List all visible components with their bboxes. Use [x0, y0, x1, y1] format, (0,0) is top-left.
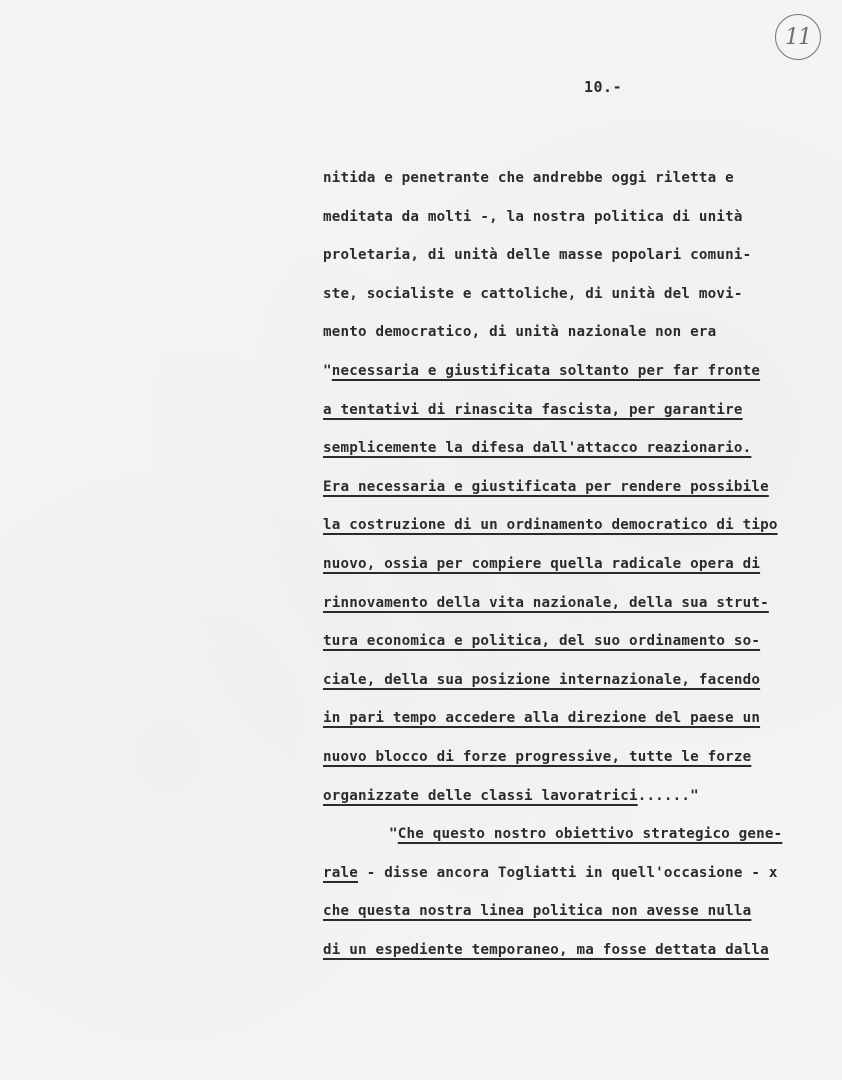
underlined-text: di un espediente temporaneo, ma fosse dettata dalla: [323, 941, 769, 958]
text-segment: ste, socialiste e cattoliche, di unità del movi-: [323, 285, 743, 302]
text-line: [323, 474, 838, 513]
underlined-text: tura economica e politica, del suo ordinamento so-: [323, 633, 761, 650]
body-text: [323, 165, 838, 975]
text-segment: ......": [637, 787, 699, 804]
text-line: [323, 242, 838, 281]
archive-stamp-number: 11: [785, 24, 811, 50]
text-segment: ": [389, 826, 398, 843]
text-segment: ": [323, 362, 332, 379]
text-line: [323, 281, 838, 320]
underlined-text: nuovo blocco di forze progressive, tutte le forze: [323, 748, 752, 765]
underlined-text: organizzate delle classi lavoratrici: [323, 787, 638, 804]
text-line: [323, 783, 838, 822]
text-segment: nitida e penetrante che andrebbe oggi riletta e: [323, 170, 734, 186]
underlined-text: che questa nostra linea politica non avesse nulla: [323, 903, 752, 920]
text-line: [323, 358, 838, 397]
underlined-text: semplicemente la difesa dall'attacco reazionario.: [323, 440, 752, 457]
underlined-text: Che questo nostro obiettivo strategico gene-: [397, 826, 783, 843]
text-line: [323, 512, 838, 551]
text-line: [323, 744, 838, 783]
text-segment: mento democratico, di unità nazionale non era: [323, 324, 717, 341]
text-line: [323, 628, 838, 667]
underlined-text: rale: [323, 864, 358, 881]
underlined-text: rinnovamento della vita nazionale, della sua strut-: [323, 594, 769, 611]
underlined-text: in pari tempo accedere alla direzione del paese un: [323, 710, 761, 727]
text-line: [323, 165, 838, 204]
text-segment: - disse ancora Togliatti in quell'occasione - x: [357, 864, 778, 881]
text-line: [323, 397, 838, 436]
underlined-text: la costruzione di un ordinamento democratico di tipo: [323, 517, 778, 534]
page-number: 10.-: [584, 78, 623, 96]
text-line: [323, 319, 838, 358]
text-line: [323, 705, 838, 744]
text-line: [323, 937, 838, 976]
text-segment: proletaria, di unità delle masse popolari comuni-: [323, 247, 752, 264]
text-line: [323, 590, 838, 629]
underlined-text: a tentativi di rinascita fascista, per garantire: [323, 401, 743, 418]
text-line: [323, 898, 838, 937]
underlined-text: necessaria e giustificata soltanto per far fronte: [331, 362, 761, 379]
underlined-text: Era necessaria e giustificata per rendere possibile: [323, 478, 769, 495]
text-segment: meditata da molti -, la nostra politica di unità: [323, 208, 743, 225]
text-line: [323, 435, 838, 474]
archive-stamp: [775, 14, 821, 60]
text-line: [323, 821, 838, 860]
text-line: [323, 667, 838, 706]
underlined-text: nuovo, ossia per compiere quella radicale opera di: [323, 555, 761, 572]
text-line: [323, 860, 838, 899]
text-line: [323, 204, 838, 243]
underlined-text: ciale, della sua posizione internazionale, facendo: [323, 671, 761, 688]
text-line: [323, 551, 838, 590]
